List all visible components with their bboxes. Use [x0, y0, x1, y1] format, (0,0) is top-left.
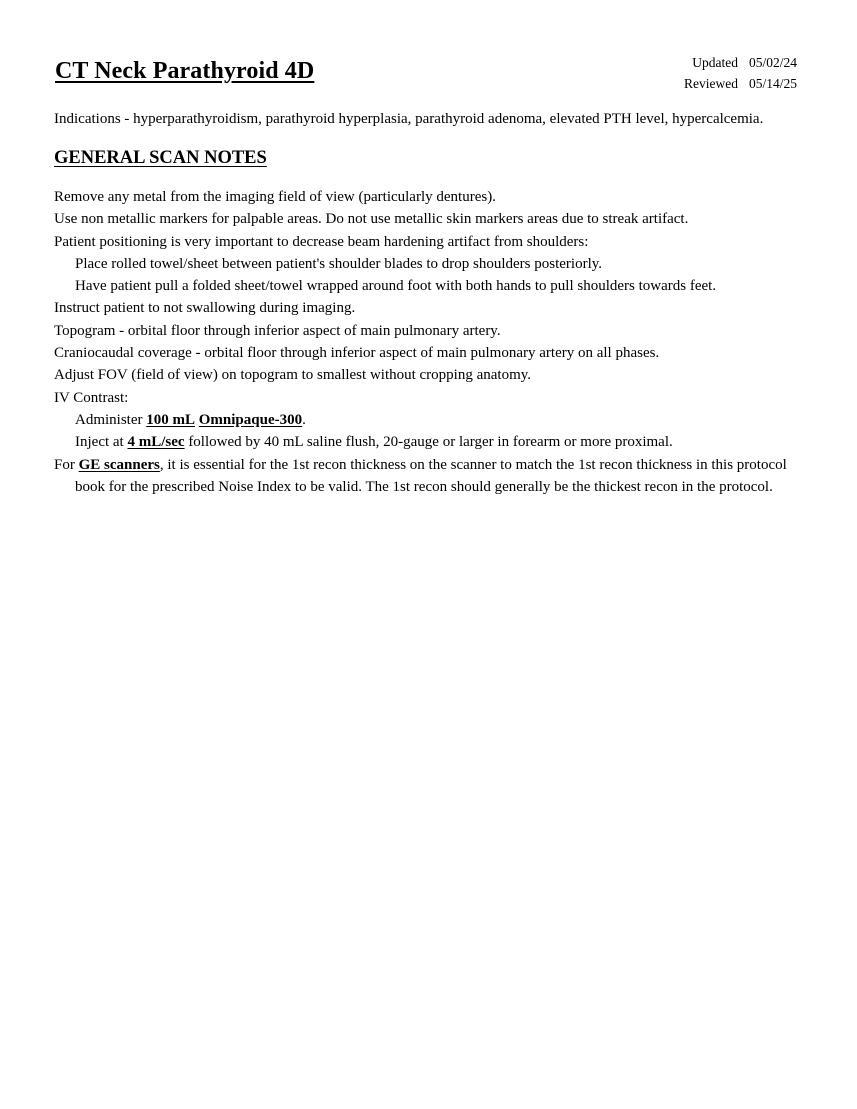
note-inject: [54, 431, 799, 453]
inject-suffix: followed by 40 mL saline flush, 20-gauge or larger in forearm or more proximal.: [184, 434, 673, 451]
administer-suffix: .: [302, 411, 306, 428]
scan-notes: [54, 186, 799, 498]
ge-prefix: For: [54, 456, 79, 473]
note-administer: [54, 409, 799, 431]
note-coverage: Craniocaudal coverage - orbital floor through inferior aspect of main pulmonary artery on all phases.: [54, 345, 660, 362]
updated-date: 05/02/24: [748, 55, 797, 70]
injection-rate: 4 mL/sec: [127, 434, 185, 451]
indications-text: Indications - hyperparathyroidism, parathyroid hyperplasia, parathyroid adenoma, elevated PTH level, hypercalcemia.: [54, 111, 764, 127]
reviewed-label: Reviewed: [684, 76, 738, 91]
section-heading: GENERAL SCAN NOTES: [54, 148, 267, 168]
note-fov: Adjust FOV (field of view) on topogram to smallest without cropping anatomy.: [54, 367, 532, 384]
reviewed-date: 05/14/25: [748, 76, 797, 91]
updated-label: Updated: [692, 55, 738, 70]
reviewed-row: [684, 73, 797, 94]
inject-prefix: Inject at: [75, 434, 128, 451]
note-metal: Remove any metal from the imaging field of view (particularly dentures).: [54, 189, 496, 205]
ge-suffix: , it is essential for the 1st recon thickness on the scanner to match the 1st recon thickness in this protocol book for the prescribed Noise Index to be valid. The 1st recon should generally be the thickest recon in the protocol.: [75, 456, 787, 495]
revision-dates: [684, 52, 797, 94]
note-swallow: Instruct patient to not swallowing during imaging.: [54, 300, 356, 317]
note-markers: Use non metallic markers for palpable areas. Do not use metallic skin markers areas due to streak artifact.: [54, 211, 689, 228]
note-positioning-pull: Have patient pull a folded sheet/towel wrapped around foot with both hands to pull shoulders towards feet.: [75, 278, 717, 295]
updated-row: [684, 52, 797, 73]
note-positioning: Patient positioning is very important to decrease beam hardening artifact from shoulders:: [54, 233, 589, 250]
note-contrast-heading: IV Contrast:: [54, 389, 129, 406]
note-positioning-towel: Place rolled towel/sheet between patient's shoulder blades to drop shoulders posteriorly.: [75, 255, 603, 272]
contrast-volume: 100 mL: [146, 411, 195, 428]
note-topogram: Topogram - orbital floor through inferior aspect of main pulmonary artery.: [54, 322, 501, 339]
ge-scanners: GE scanners: [78, 456, 160, 473]
administer-prefix: Administer: [75, 411, 147, 428]
note-ge-scanners: [54, 454, 799, 499]
contrast-agent: Omnipaque-300: [198, 411, 303, 428]
page-title: CT Neck Parathyroid 4D: [55, 58, 315, 84]
